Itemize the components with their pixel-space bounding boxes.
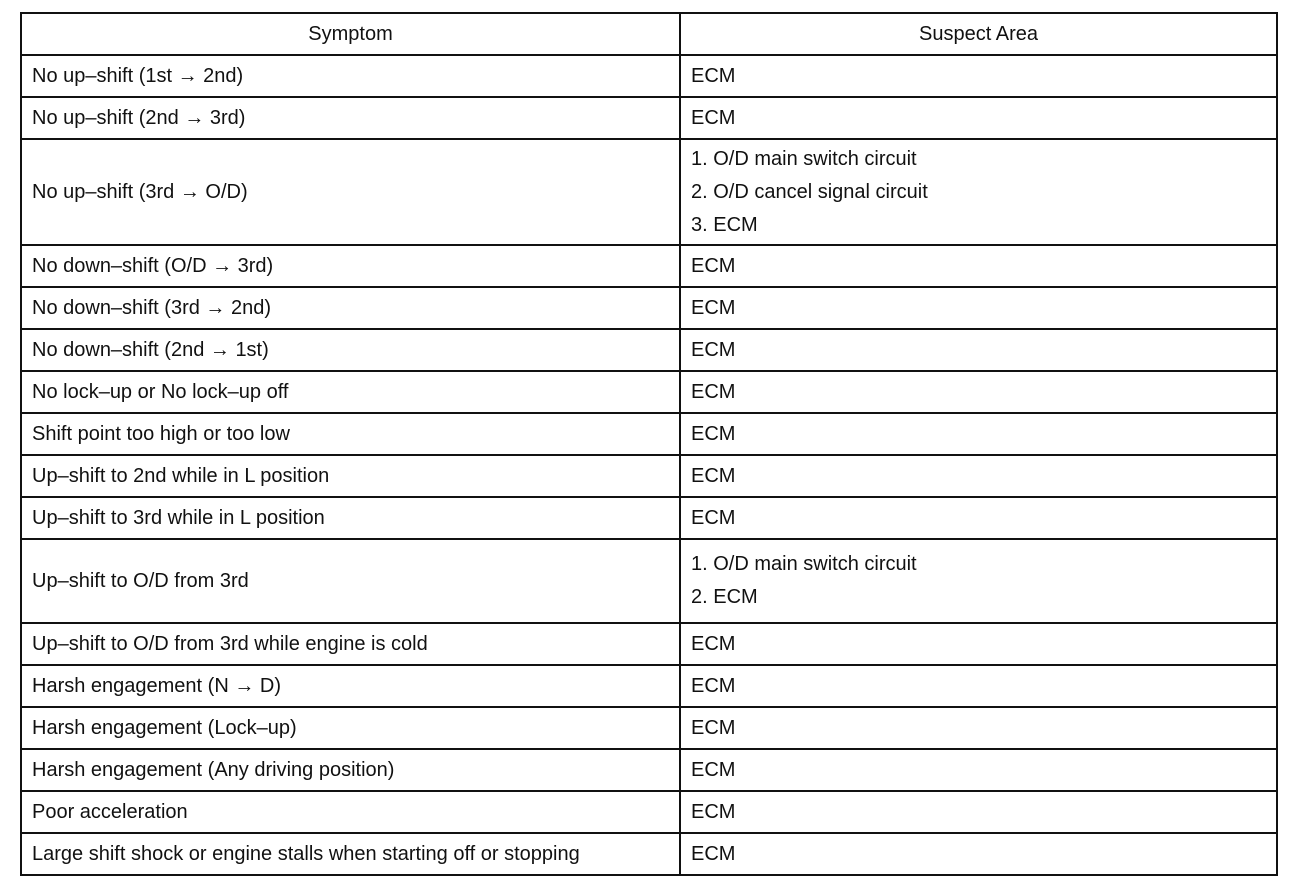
suspect-area-cell xyxy=(680,623,1277,665)
table-row xyxy=(21,833,1277,875)
suspect-area-item: ECM xyxy=(691,64,736,87)
symptom-cell: No up–shift (3rd → O/D) xyxy=(21,139,680,245)
suspect-area-item: ECM xyxy=(691,296,736,319)
table-row xyxy=(21,665,1277,707)
symptom-cell: Up–shift to 3rd while in L position xyxy=(21,497,680,539)
suspect-area-item: ECM xyxy=(691,464,736,487)
suspect-area-item: ECM xyxy=(691,716,736,739)
table-row xyxy=(21,329,1277,371)
symptom-cell: Shift point too high or too low xyxy=(21,413,680,455)
suspect-area-cell xyxy=(680,749,1277,791)
table-row xyxy=(21,139,1277,245)
suspect-area-cell xyxy=(680,55,1277,97)
symptom-cell: Up–shift to O/D from 3rd while engine is cold xyxy=(21,623,680,665)
suspect-area-item: ECM xyxy=(691,632,736,655)
suspect-area-cell xyxy=(680,707,1277,749)
symptom-cell: Up–shift to 2nd while in L position xyxy=(21,455,680,497)
suspect-area-item: ECM xyxy=(691,758,736,781)
suspect-area-item: ECM xyxy=(691,842,736,865)
symptom-cell: Harsh engagement (N → D) xyxy=(21,665,680,707)
table-row xyxy=(21,497,1277,539)
suspect-area-cell xyxy=(680,413,1277,455)
header-row xyxy=(21,13,1277,55)
suspect-area-item: ECM xyxy=(691,106,736,129)
suspect-area-item: ECM xyxy=(691,380,736,403)
symptom-cell: No lock–up or No lock–up off xyxy=(21,371,680,413)
suspect-area-cell xyxy=(680,833,1277,875)
table-row xyxy=(21,245,1277,287)
suspect-area-cell xyxy=(680,455,1277,497)
suspect-area-item: ECM xyxy=(691,800,736,823)
suspect-area-item: ECM xyxy=(691,674,736,697)
table-row xyxy=(21,287,1277,329)
table-row xyxy=(21,749,1277,791)
symptom-cell: No down–shift (O/D → 3rd) xyxy=(21,245,680,287)
table-row xyxy=(21,455,1277,497)
header-symptom: Symptom xyxy=(21,13,680,55)
symptom-cell: Up–shift to O/D from 3rd xyxy=(21,539,680,623)
symptom-cell: No up–shift (2nd → 3rd) xyxy=(21,97,680,139)
suspect-area-cell xyxy=(680,245,1277,287)
suspect-area-cell xyxy=(680,139,1277,245)
table-row xyxy=(21,371,1277,413)
suspect-area-cell xyxy=(680,497,1277,539)
symptom-cell: No up–shift (1st → 2nd) xyxy=(21,55,680,97)
suspect-area-cell xyxy=(680,287,1277,329)
suspect-area-item: 3. ECM xyxy=(691,213,758,236)
suspect-area-item: ECM xyxy=(691,254,736,277)
symptom-cell: No down–shift (2nd → 1st) xyxy=(21,329,680,371)
table-row xyxy=(21,707,1277,749)
suspect-area-item: 2. O/D cancel signal circuit xyxy=(691,180,928,203)
suspect-area-cell xyxy=(680,97,1277,139)
symptom-cell: No down–shift (3rd → 2nd) xyxy=(21,287,680,329)
suspect-area-item: 1. O/D main switch circuit xyxy=(691,147,917,170)
table-body xyxy=(21,55,1277,875)
suspect-area-cell xyxy=(680,665,1277,707)
symptom-cell: Harsh engagement (Lock–up) xyxy=(21,707,680,749)
symptom-suspect-table xyxy=(20,12,1278,876)
table-row xyxy=(21,539,1277,623)
table-row xyxy=(21,55,1277,97)
table-row xyxy=(21,97,1277,139)
suspect-area-cell xyxy=(680,329,1277,371)
suspect-area-cell xyxy=(680,371,1277,413)
symptom-cell: Large shift shock or engine stalls when starting off or stopping xyxy=(21,833,680,875)
suspect-area-item: ECM xyxy=(691,338,736,361)
header-suspect-area: Suspect Area xyxy=(680,13,1277,55)
suspect-area-item: 2. ECM xyxy=(691,586,758,608)
table-row xyxy=(21,413,1277,455)
suspect-area-item: ECM xyxy=(691,506,736,529)
table-row xyxy=(21,791,1277,833)
table-row xyxy=(21,623,1277,665)
suspect-area-cell xyxy=(680,791,1277,833)
suspect-area-item: 1. O/D main switch circuit xyxy=(691,553,917,575)
symptom-cell: Harsh engagement (Any driving position) xyxy=(21,749,680,791)
suspect-area-item: ECM xyxy=(691,422,736,445)
symptom-cell: Poor acceleration xyxy=(21,791,680,833)
suspect-area-cell xyxy=(680,539,1277,623)
